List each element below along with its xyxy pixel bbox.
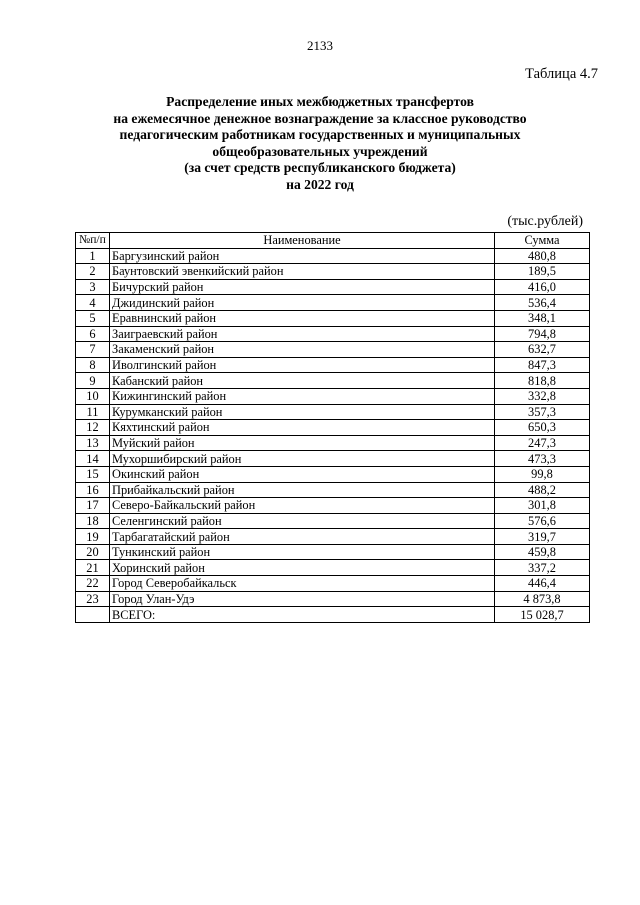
header-sum: Сумма [495,233,590,249]
table-row [76,295,590,311]
row-name: Окинский район [110,466,495,482]
table-row [76,388,590,404]
total-label: ВСЕГО: [110,607,495,623]
row-num: 6 [76,326,110,342]
table-row [76,435,590,451]
row-name: Баунтовский эвенкийский район [110,264,495,280]
row-name: Муйский район [110,435,495,451]
title-line-6: на 2022 год [286,176,354,192]
row-num: 19 [76,529,110,545]
row-sum: 632,7 [495,342,590,358]
row-num: 21 [76,560,110,576]
table-header-row [76,233,590,249]
row-name: Северо-Байкальский район [110,498,495,514]
row-num: 1 [76,248,110,264]
row-sum: 247,3 [495,435,590,451]
row-sum: 189,5 [495,264,590,280]
row-name: Тункинский район [110,544,495,560]
row-name: Курумканский район [110,404,495,420]
title-line-3: педагогическим работникам государственных и муниципальных [119,127,521,143]
row-sum: 357,3 [495,404,590,420]
row-name: Тарбагатайский район [110,529,495,545]
row-num: 3 [76,279,110,295]
row-sum: 473,3 [495,451,590,467]
row-name: Иволгинский район [110,357,495,373]
table-row [76,357,590,373]
row-sum: 650,3 [495,420,590,436]
row-name: Закаменский район [110,342,495,358]
row-sum: 99,8 [495,466,590,482]
row-num: 4 [76,295,110,311]
row-sum: 301,8 [495,498,590,514]
row-num: 22 [76,576,110,592]
header-name: Наименование [110,233,495,249]
units-label: (тыс.рублей) [507,214,583,229]
distribution-table [75,232,590,623]
row-sum: 536,4 [495,295,590,311]
row-num: 18 [76,513,110,529]
row-num: 13 [76,435,110,451]
row-name: Мухоршибирский район [110,451,495,467]
page-number: 2133 [307,38,333,53]
row-sum: 4 873,8 [495,591,590,607]
row-sum: 488,2 [495,482,590,498]
row-num: 2 [76,264,110,280]
table-row [76,342,590,358]
table-row [76,513,590,529]
table-row [76,279,590,295]
title-line-5: (за счет средств республиканского бюджета) [184,160,456,176]
row-num: 16 [76,482,110,498]
table-row [76,482,590,498]
row-sum: 576,6 [495,513,590,529]
row-name: Джидинский район [110,295,495,311]
total-num [76,607,110,623]
table-row [76,591,590,607]
title-line-2: на ежемесячное денежное вознаграждение за классное руководство [113,110,527,126]
row-num: 17 [76,498,110,514]
row-sum: 332,8 [495,388,590,404]
row-num: 14 [76,451,110,467]
row-name: Кижингинский район [110,388,495,404]
table-label: Таблица 4.7 [525,66,598,82]
row-sum: 337,2 [495,560,590,576]
row-sum: 319,7 [495,529,590,545]
table-body [76,248,590,622]
row-name: Кабанский район [110,373,495,389]
table-row [76,404,590,420]
row-name: Прибайкальский район [110,482,495,498]
table-row [76,544,590,560]
table-row [76,576,590,592]
row-num: 5 [76,310,110,326]
table-row [76,326,590,342]
row-sum: 459,8 [495,544,590,560]
row-sum: 794,8 [495,326,590,342]
document-title [60,94,580,194]
total-row [76,607,590,623]
row-num: 11 [76,404,110,420]
row-sum: 480,8 [495,248,590,264]
table-row [76,529,590,545]
row-name: Еравнинский район [110,310,495,326]
table-row [76,560,590,576]
table-row [76,451,590,467]
table-row [76,466,590,482]
row-name: Селенгинский район [110,513,495,529]
row-sum: 348,1 [495,310,590,326]
row-sum: 847,3 [495,357,590,373]
total-sum: 15 028,7 [495,607,590,623]
row-name: Хоринский район [110,560,495,576]
row-num: 15 [76,466,110,482]
row-sum: 416,0 [495,279,590,295]
table-row [76,498,590,514]
row-name: Кяхтинский район [110,420,495,436]
row-sum: 446,4 [495,576,590,592]
row-name: Город Улан-Удэ [110,591,495,607]
row-num: 12 [76,420,110,436]
row-name: Заиграевский район [110,326,495,342]
row-num: 10 [76,388,110,404]
table-row [76,310,590,326]
row-num: 8 [76,357,110,373]
table-row [76,373,590,389]
title-line-1: Распределение иных межбюджетных трансфертов [166,94,474,109]
header-num: №п/п [76,233,110,249]
table-row [76,264,590,280]
row-num: 9 [76,373,110,389]
table-row [76,248,590,264]
row-num: 7 [76,342,110,358]
row-num: 23 [76,591,110,607]
row-num: 20 [76,544,110,560]
row-sum: 818,8 [495,373,590,389]
row-name: Бичурский район [110,279,495,295]
row-name: Баргузинский район [110,248,495,264]
title-line-4: общеобразовательных учреждений [212,143,428,159]
table-row [76,420,590,436]
row-name: Город Северобайкальск [110,576,495,592]
